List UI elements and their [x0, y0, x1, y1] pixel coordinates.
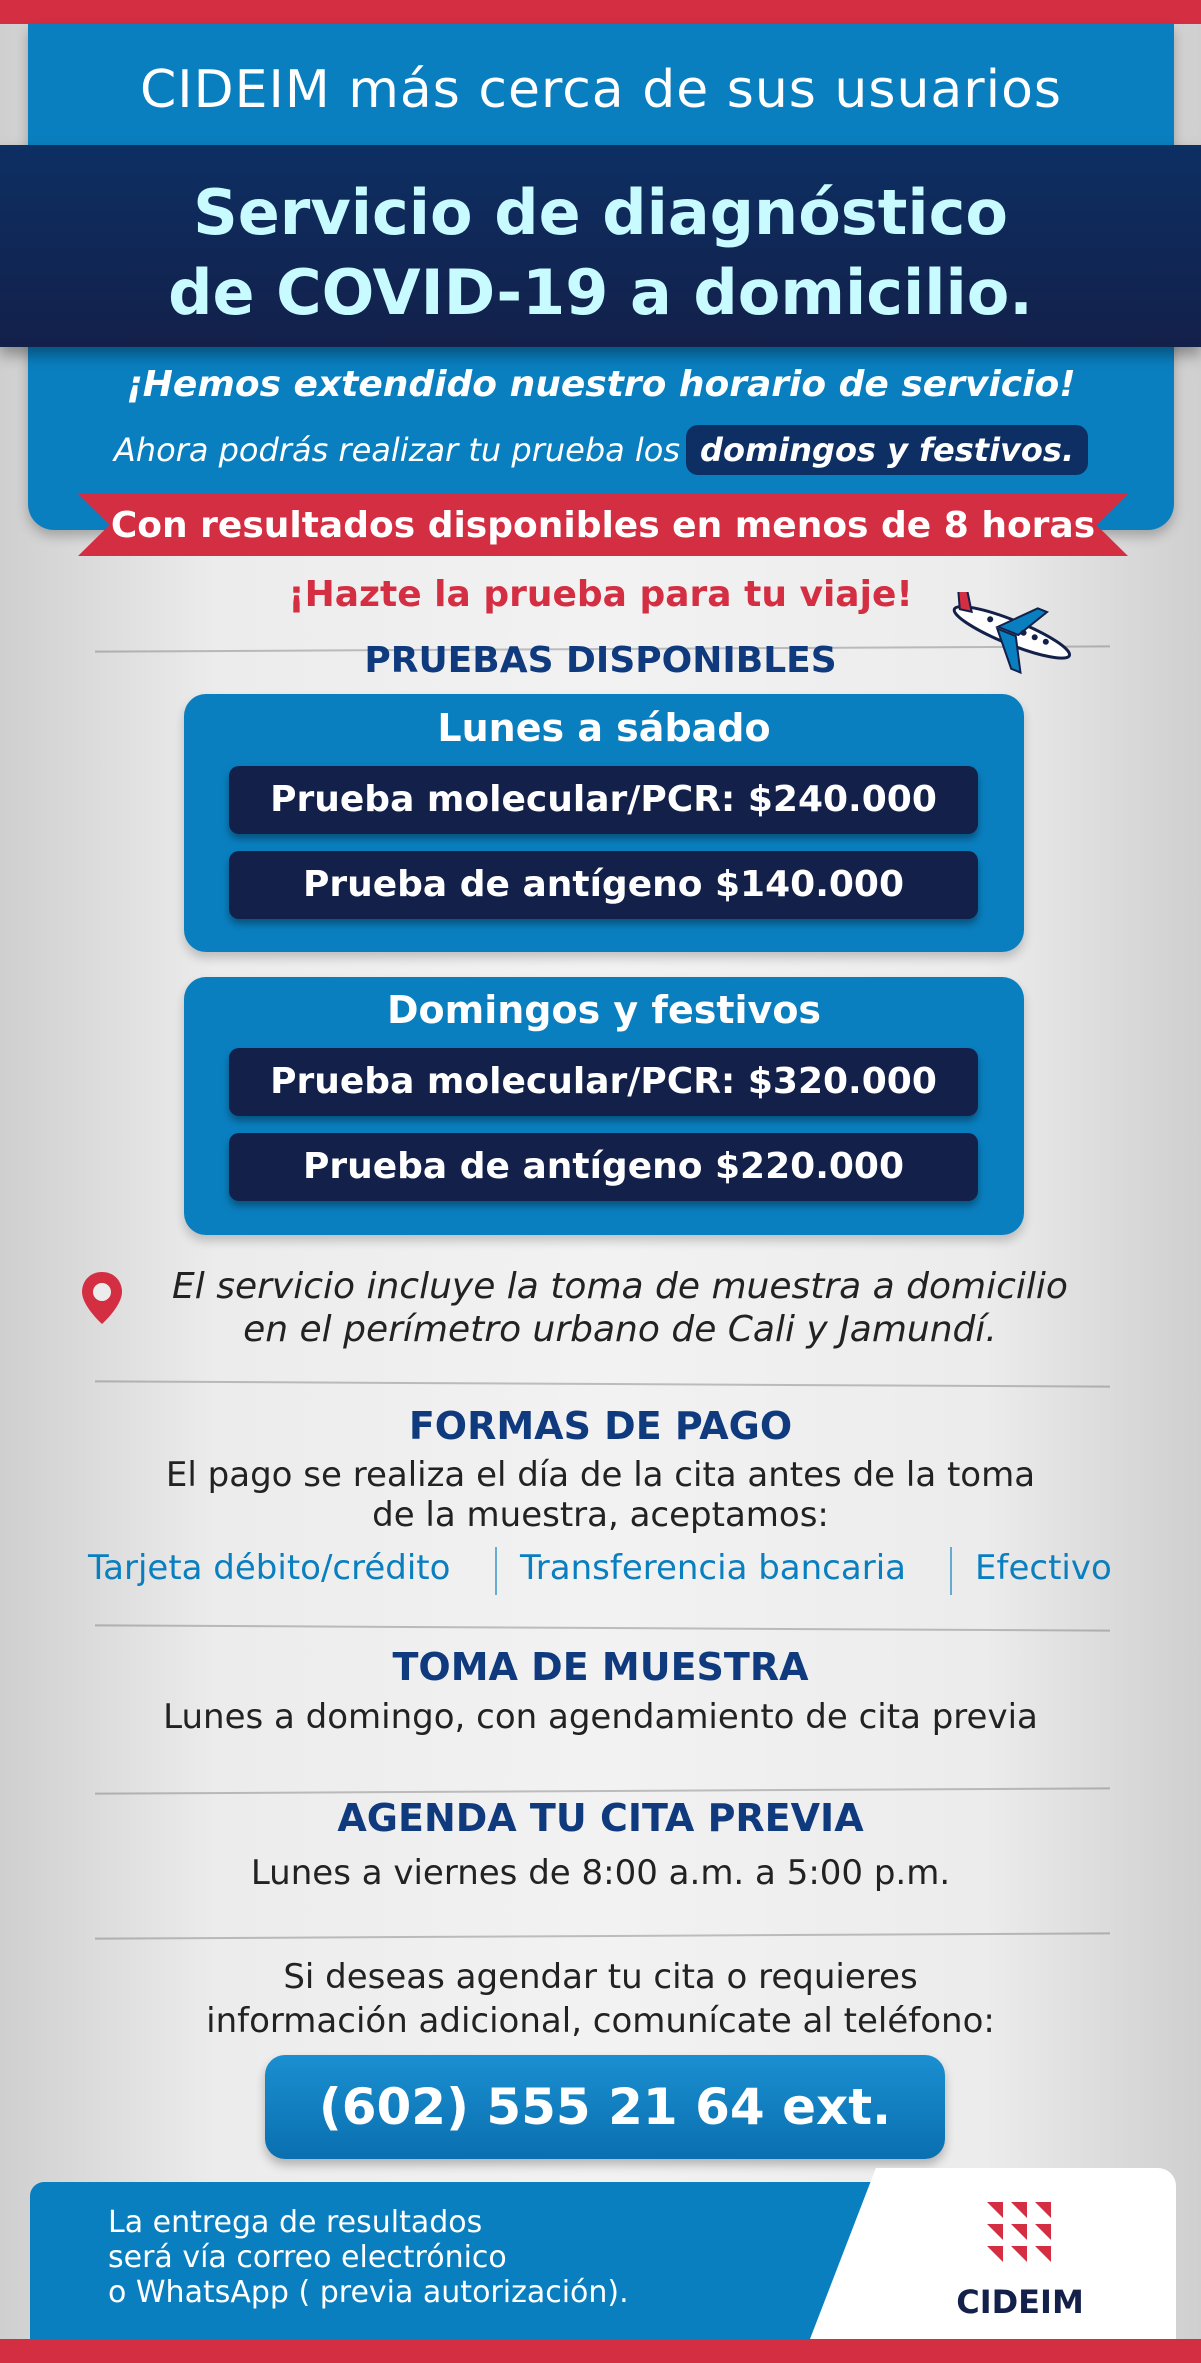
contact-line-2: información adicional, comunícate al teléfono:	[206, 2001, 995, 2041]
weekday-antigen-price: Prueba de antígeno $140.000	[229, 851, 978, 919]
payment-line-1: El pago se realiza el día de la cita antes de la toma	[165, 1455, 1036, 1495]
divider	[95, 1624, 1110, 1631]
extended-hours-text: ¡Hemos extendido nuestro horario de servicio!	[126, 364, 1076, 405]
payment-divider	[495, 1547, 497, 1595]
payment-line-2: de la muestra, aceptamos:	[372, 1495, 829, 1535]
weekend-heading: Domingos y festivos	[386, 988, 822, 1032]
service-line-2: en el perímetro urbano de Cali y Jamundí.	[243, 1309, 997, 1350]
cideim-logo-mark	[985, 2200, 1055, 2268]
payment-method-card: Tarjeta débito/crédito	[88, 1548, 451, 1588]
location-pin-icon	[80, 1270, 124, 1326]
travel-callout: ¡Hazte la prueba para tu viaje!	[288, 574, 913, 615]
service-line-1: El servicio incluye la toma de muestra a domicilio	[172, 1266, 1068, 1307]
payment-heading: FORMAS DE PAGO	[408, 1404, 793, 1448]
results-ribbon-text: Con resultados disponibles en menos de 8 horas	[110, 505, 1096, 546]
cideim-logo-text: CIDEIM	[956, 2283, 1084, 2321]
headline-line-1: Servicio de diagnóstico	[193, 176, 1008, 249]
payment-method-cash: Efectivo	[975, 1548, 1112, 1588]
footer-line-1: La entrega de resultados	[108, 2205, 483, 2240]
sample-heading: TOMA DE MUESTRA	[392, 1645, 809, 1689]
payment-method-transfer: Transferencia bancaria	[520, 1548, 906, 1588]
payment-divider	[950, 1547, 952, 1595]
available-tests-heading: PRUEBAS DISPONIBLES	[364, 640, 837, 681]
weekday-heading: Lunes a sábado	[437, 706, 771, 750]
divider	[95, 1932, 1110, 1939]
divider	[95, 1787, 1110, 1794]
header-title: CIDEIM más cerca de sus usuarios	[139, 60, 1063, 120]
schedule-text: Lunes a viernes de 8:00 a.m. a 5:00 p.m.	[250, 1853, 951, 1893]
top-accent-bar	[0, 0, 1201, 24]
weekend-pcr-price: Prueba molecular/PCR: $320.000	[229, 1048, 978, 1116]
divider	[95, 1380, 1110, 1387]
schedule-heading: AGENDA TU CITA PREVIA	[337, 1796, 864, 1840]
footer-line-2: será vía correo electrónico	[108, 2240, 507, 2275]
weekend-antigen-price: Prueba de antígeno $220.000	[229, 1133, 978, 1201]
sample-text: Lunes a domingo, con agendamiento de cita previa	[163, 1697, 1038, 1737]
headline-line-2: de COVID-19 a domicilio.	[168, 256, 1033, 329]
weekend-notice	[28, 425, 1174, 475]
weekend-highlight: domingos y festivos.	[686, 425, 1088, 475]
weekend-notice-prefix: Ahora podrás realizar tu prueba los	[113, 431, 681, 469]
bottom-accent-bar	[0, 2339, 1201, 2363]
weekday-pcr-price: Prueba molecular/PCR: $240.000	[229, 766, 978, 834]
phone-number-button[interactable]: (602) 555 21 64 ext.	[265, 2055, 945, 2159]
contact-line-1: Si deseas agendar tu cita o requieres	[283, 1957, 918, 1997]
footer-line-3: o WhatsApp ( previa autorización).	[108, 2275, 629, 2310]
